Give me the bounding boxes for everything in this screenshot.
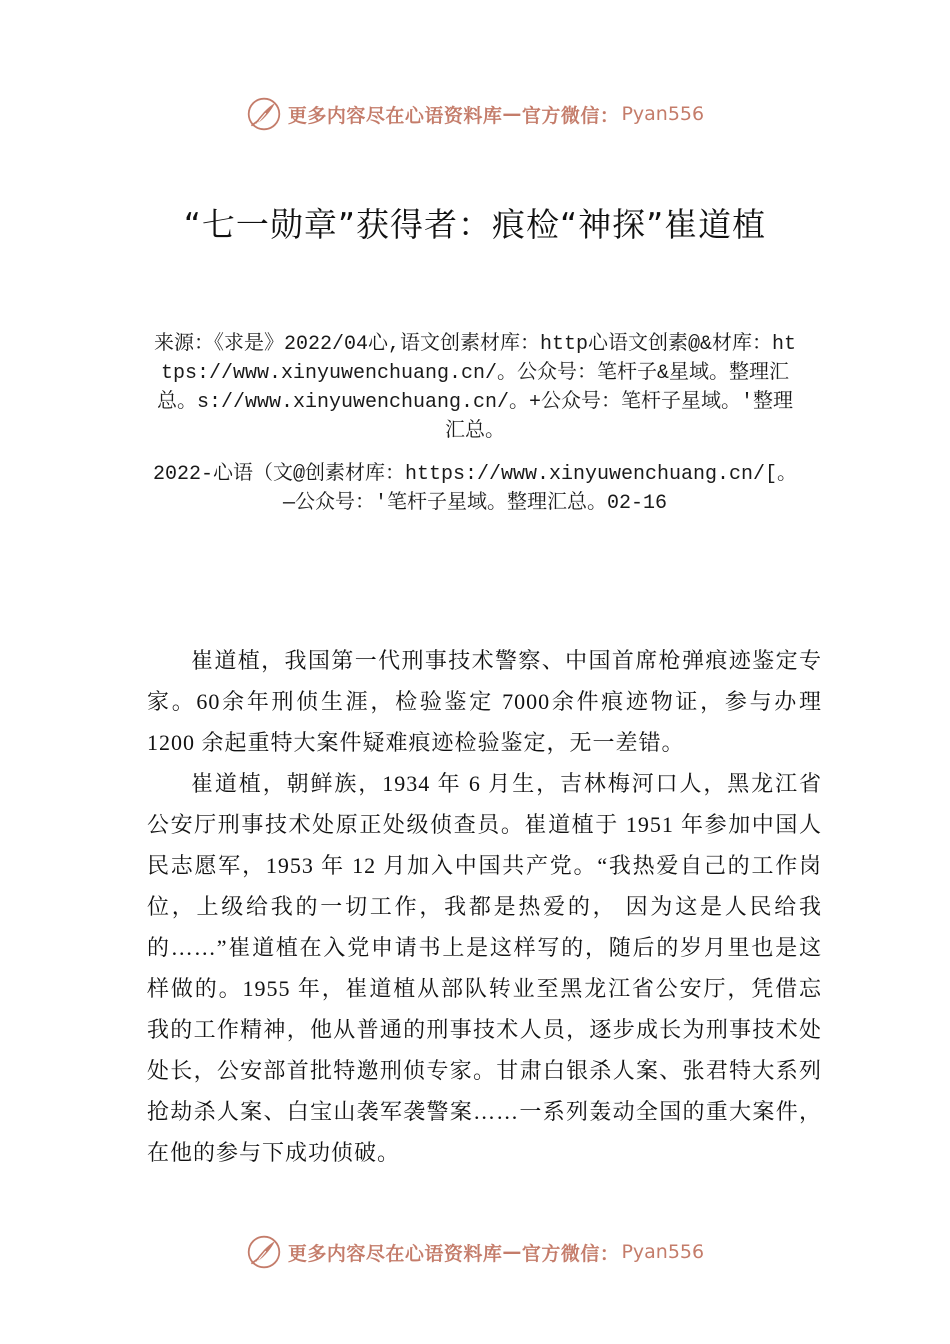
body-paragraph: 崔道植，朝鲜族，1934 年 6 月生，吉林梅河口人，黑龙江省公安厅刑事技术处原正处级侦查员。崔道植于 1951 年参加中国人民志愿军，1953 年 12 月加入中国共产党。“我热爱自己的工作岗位，上级给我的一切工作，我都是热爱的， 因为这是人民给我的……”崔道植在入党申请书上是这样写的，随后的岁月里也是这样做的。1955 年，崔道植从部队转业至黑龙江省公安厅，凭借忘我的工作精神，他从普通的刑事技术人员，逐步成长为刑事技术处处长，公安部首批特邀刑侦专家。甘肃白银杀人案、张君特大系列抢劫杀人案、白宝山袭军袭警案……一系列轰动全国的重大案件，在他的参与下成功侦破。 bbox=[147, 771, 822, 1165]
article-body bbox=[147, 640, 822, 1173]
banner-wechat-label: 官方微信： bbox=[521, 104, 620, 127]
banner-dash: — bbox=[502, 1241, 522, 1263]
banner-wechat-id: Pyan556 bbox=[621, 103, 705, 125]
body-paragraph: 崔道植，我国第一代刑事技术警察、中国首席枪弹痕迹鉴定专家。60余年刑侦生涯，检验鉴定 7000余件痕迹物证，参与办理 1200 余起重特大案件疑难痕迹检验鉴定，无一差错。 bbox=[147, 648, 822, 755]
banner-site-name: 更多内容尽在心语资料库 bbox=[287, 104, 503, 127]
article-title: “七一勋章”获得者：痕检“神探”崔道植 bbox=[183, 205, 767, 244]
footer-watermark-banner bbox=[0, 1230, 950, 1274]
feather-pen-logo-icon bbox=[246, 96, 282, 132]
source-block bbox=[150, 330, 800, 532]
banner-wechat-id: Pyan556 bbox=[621, 1241, 705, 1263]
feather-pen-logo-icon bbox=[246, 1234, 282, 1270]
source-line-1: 来源：《求是》2022/04心,语文创素材库：http心语文创素@&材库：https://www.xinyuwenchuang.cn/。公众号：笔杆子&星域。整理汇总。s://www.xinyuwenchuang.cn/。+公众号：笔杆子星域。'整理汇总。 bbox=[153, 333, 797, 443]
header-watermark-banner bbox=[0, 92, 950, 136]
banner-site-name: 更多内容尽在心语资料库 bbox=[287, 1242, 503, 1265]
banner-wechat-label: 官方微信： bbox=[521, 1242, 620, 1265]
source-line-2: 2022-心语（文@创素材库：https://www.xinyuwenchuang.cn/[。—公众号：'笔杆子星域。整理汇总。02-16 bbox=[152, 463, 798, 515]
banner-dash: — bbox=[502, 103, 522, 125]
